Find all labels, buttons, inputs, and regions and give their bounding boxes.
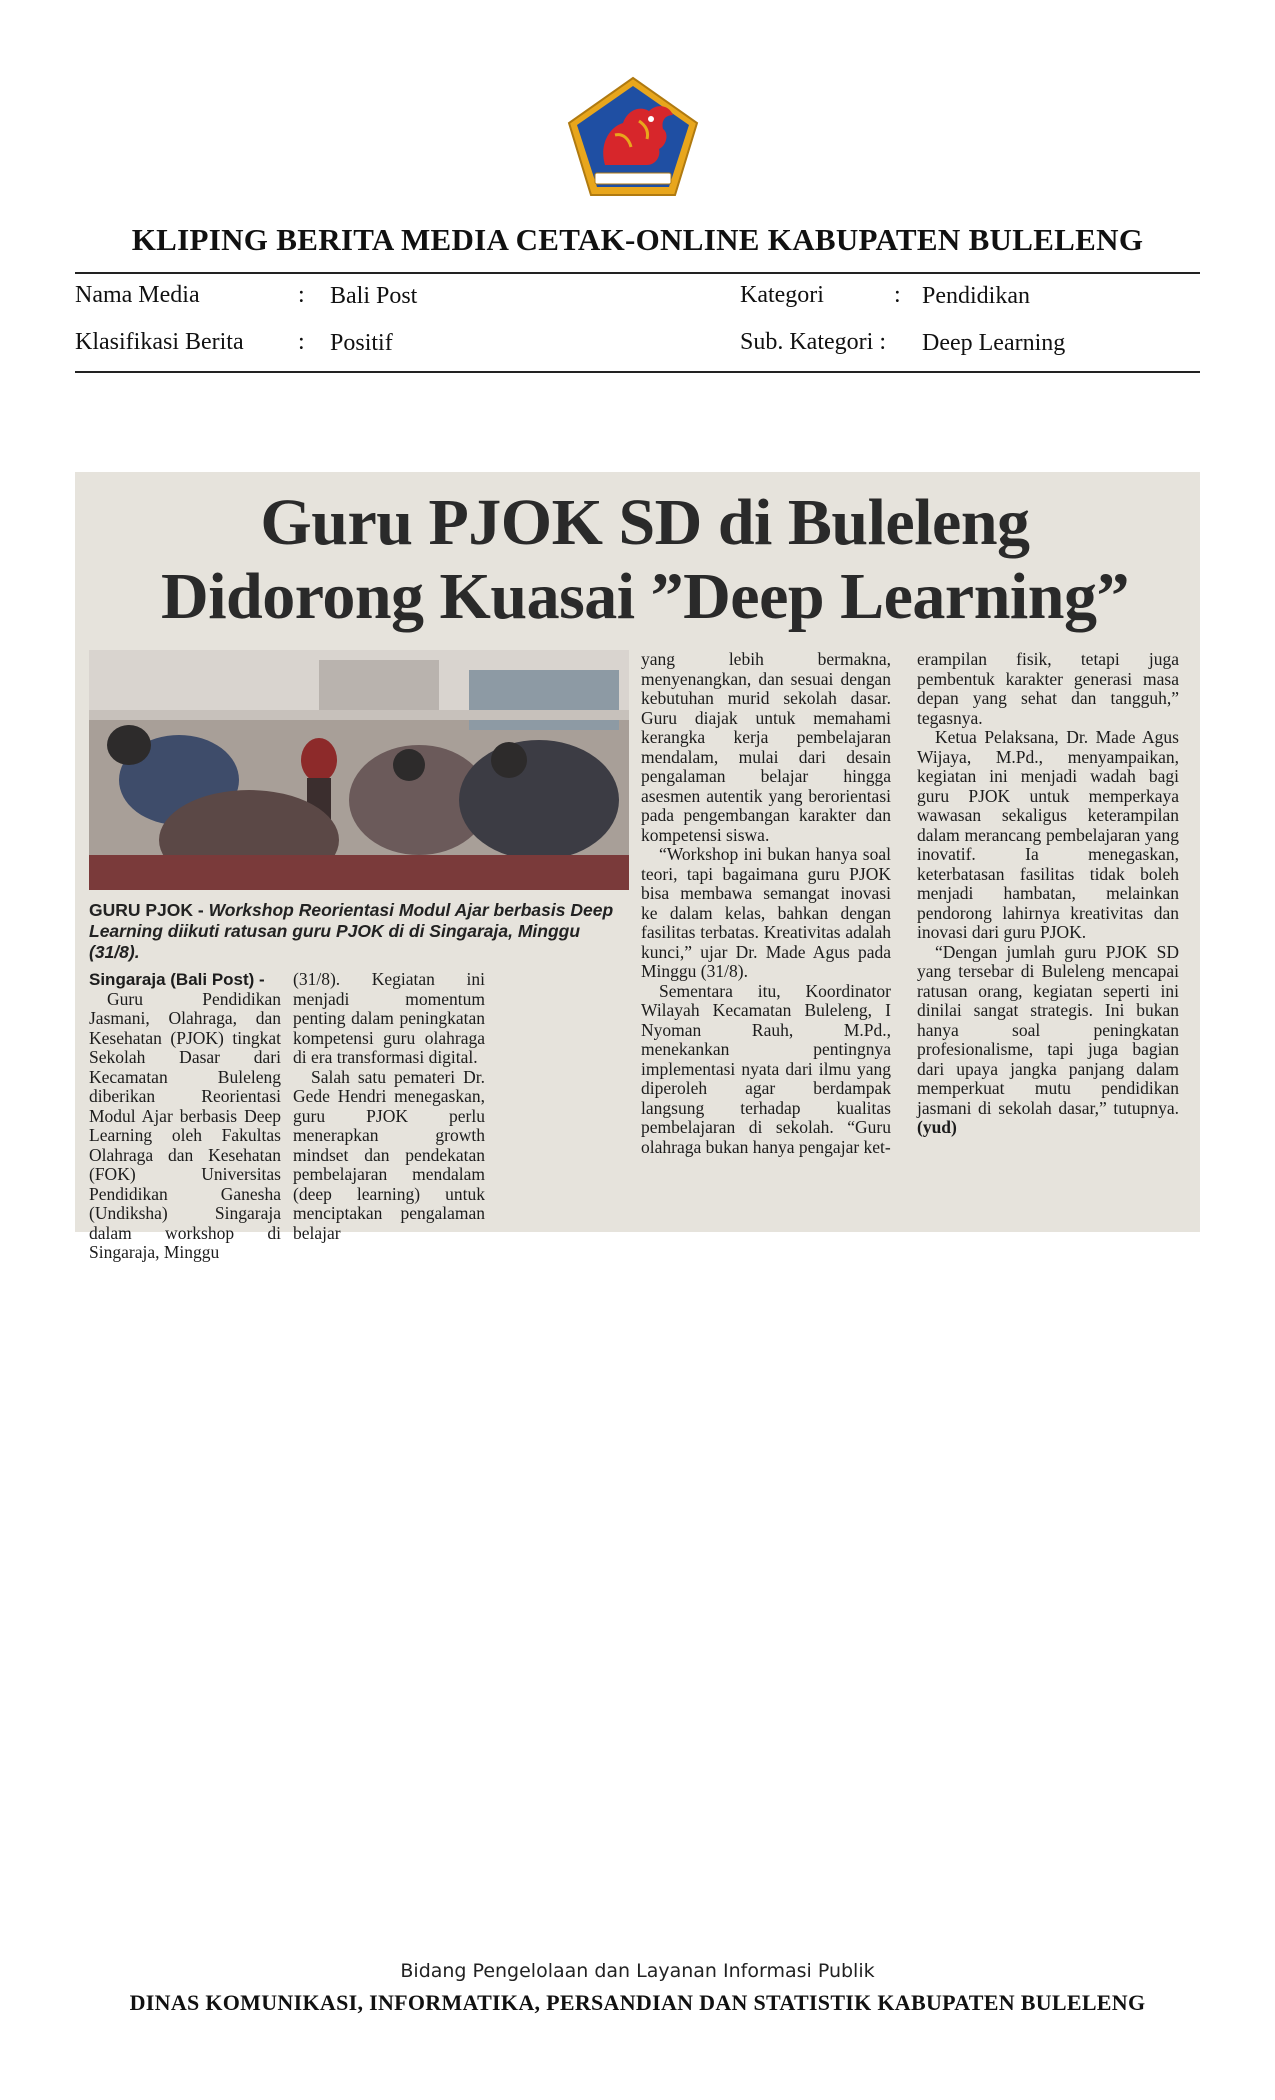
article-byline: (yud) bbox=[917, 1117, 957, 1137]
article-col3-p3: Sementara itu, Koordinator Wilayah Kecamatan Buleleng, I Nyoman Rauh, M.Pd., menekankan pentingnya implementasi nyata dari ilmu yang diperoleh agar berdampak langsung terhadap kualitas pembelajaran di sekolah. “Guru olahraga bukan hanya pengajar ket- bbox=[641, 980, 891, 1157]
singa-ambara-raja-crest-icon bbox=[565, 75, 701, 199]
article-col2-p2: Salah satu pemateri Dr. Gede Hendri menegaskan, guru PJOK perlu menerapkan growth mindset dan pendekatan pembelajaran mendalam (deep learning) untuk menciptakan pengalaman belajar bbox=[293, 1066, 485, 1243]
article-col4-p3: “Dengan jumlah guru PJOK SD yang tersebar di Buleleng mencapai ratusan orang, kegiatan seperti ini dinilai sangat strategis. Ini bukan hanya soal peningkatan profesionalisme, tapi juga bagian dari upaya jangka panjang dalam memperkuat mutu pendidikan jasmani di sekolah dasar,” tutupnya. bbox=[917, 941, 1179, 1118]
photo-caption bbox=[89, 900, 629, 963]
newspaper-clipping bbox=[75, 472, 1200, 1262]
article-column-3 bbox=[641, 650, 891, 1157]
article-column-4 bbox=[917, 650, 1179, 1138]
header-divider-bottom bbox=[75, 371, 1200, 373]
article-dateline: Singaraja (Bali Post) - bbox=[89, 970, 265, 989]
caption-lead: GURU PJOK - bbox=[89, 900, 209, 920]
media-label: Nama Media bbox=[75, 282, 200, 308]
footer-department: Bidang Pengelolaan dan Layanan Informasi Publik bbox=[400, 1960, 875, 1982]
klasifikasi-value: Positif bbox=[330, 330, 393, 356]
article-col2-p1: (31/8). Kegiatan ini menjadi momentum penting dalam peningkatan kompetensi guru olahraga di era transformasi digital. bbox=[293, 969, 485, 1067]
klasifikasi-label: Klasifikasi Berita bbox=[75, 329, 244, 355]
header-divider-top bbox=[75, 272, 1200, 274]
article-column-1 bbox=[89, 970, 281, 1263]
workshop-photo bbox=[89, 650, 629, 890]
caption-text: Workshop Reorientasi Modul Ajar berbasis Deep Learning diikuti ratusan guru PJOK di di Singaraja, Minggu (31/8). bbox=[89, 900, 614, 962]
subkategori-value: Deep Learning bbox=[922, 330, 1066, 356]
article-col3-p1: yang lebih bermakna, menyenangkan, dan sesuai dengan kebutuhan murid sekolah dasar. Guru diajak untuk memahami kerangka kerja pembelajaran mendalam, mulai dari desain pengalaman belajar hingga asesmen autentik yang berorientasi pada pengembangan karakter dan kompetensi siswa. bbox=[641, 649, 891, 845]
media-colon: : bbox=[298, 282, 305, 308]
klasifikasi-colon: : bbox=[298, 329, 305, 355]
article-col3-p2: “Workshop ini bukan hanya soal teori, tapi bagaimana guru PJOK bisa membawa semangat inovasi ke dalam kelas, bahkan dengan fasilitas terbatas. Kreativitas adalah kunci,” ujar Dr. Made Agus pada Minggu (31/8). bbox=[641, 844, 891, 981]
media-value: Bali Post bbox=[330, 283, 418, 309]
article-col4-p1: erampilan fisik, tetapi juga pembentuk karakter generasi masa depan yang sehat dan tangguh,” tegasnya. bbox=[917, 649, 1179, 728]
kategori-colon: : bbox=[894, 282, 901, 308]
kategori-value: Pendidikan bbox=[922, 283, 1030, 309]
headline-line-2: Didorong Kuasai ”Deep Learning” bbox=[161, 560, 1129, 633]
page-title: KLIPING BERITA MEDIA CETAK-ONLINE KABUPATEN BULELENG bbox=[131, 222, 1144, 257]
article-col1-text: Guru Pendidikan Jasmani, Olahraga, dan Kesehatan (PJOK) tingkat Sekolah Dasar dari Kecamatan Buleleng diberikan Reorientasi Modul Ajar berbasis Deep Learning oleh Fakultas Olahraga dan Kesehatan (FOK) Universitas Pendidikan Ganesha (Undiksha) Singaraja dalam workshop di Singaraja, Minggu bbox=[89, 988, 281, 1262]
subkategori-label: Sub. Kategori : bbox=[740, 329, 886, 355]
article-column-2 bbox=[293, 970, 485, 1243]
kategori-label: Kategori bbox=[740, 282, 824, 308]
article-headline bbox=[115, 486, 1175, 634]
headline-line-1: Guru PJOK SD di Buleleng bbox=[260, 486, 1030, 559]
article-col4-p2: Ketua Pelaksana, Dr. Made Agus Wijaya, M.Pd., menyampaikan, kegiatan ini menjadi wadah bagi guru PJOK untuk memperkaya wawasan sekaligus keterampilan dalam merancang pembelajaran yang inovatif. Ia menegaskan, keterbatasan fasilitas tidak boleh menjadi hambatan, melainkan pendorong lahirnya kreativitas dan inovasi dari guru PJOK. bbox=[917, 727, 1179, 942]
footer-agency: DINAS KOMUNIKASI, INFORMATIKA, PERSANDIAN DAN STATISTIK KABUPATEN BULELENG bbox=[129, 1990, 1146, 2015]
